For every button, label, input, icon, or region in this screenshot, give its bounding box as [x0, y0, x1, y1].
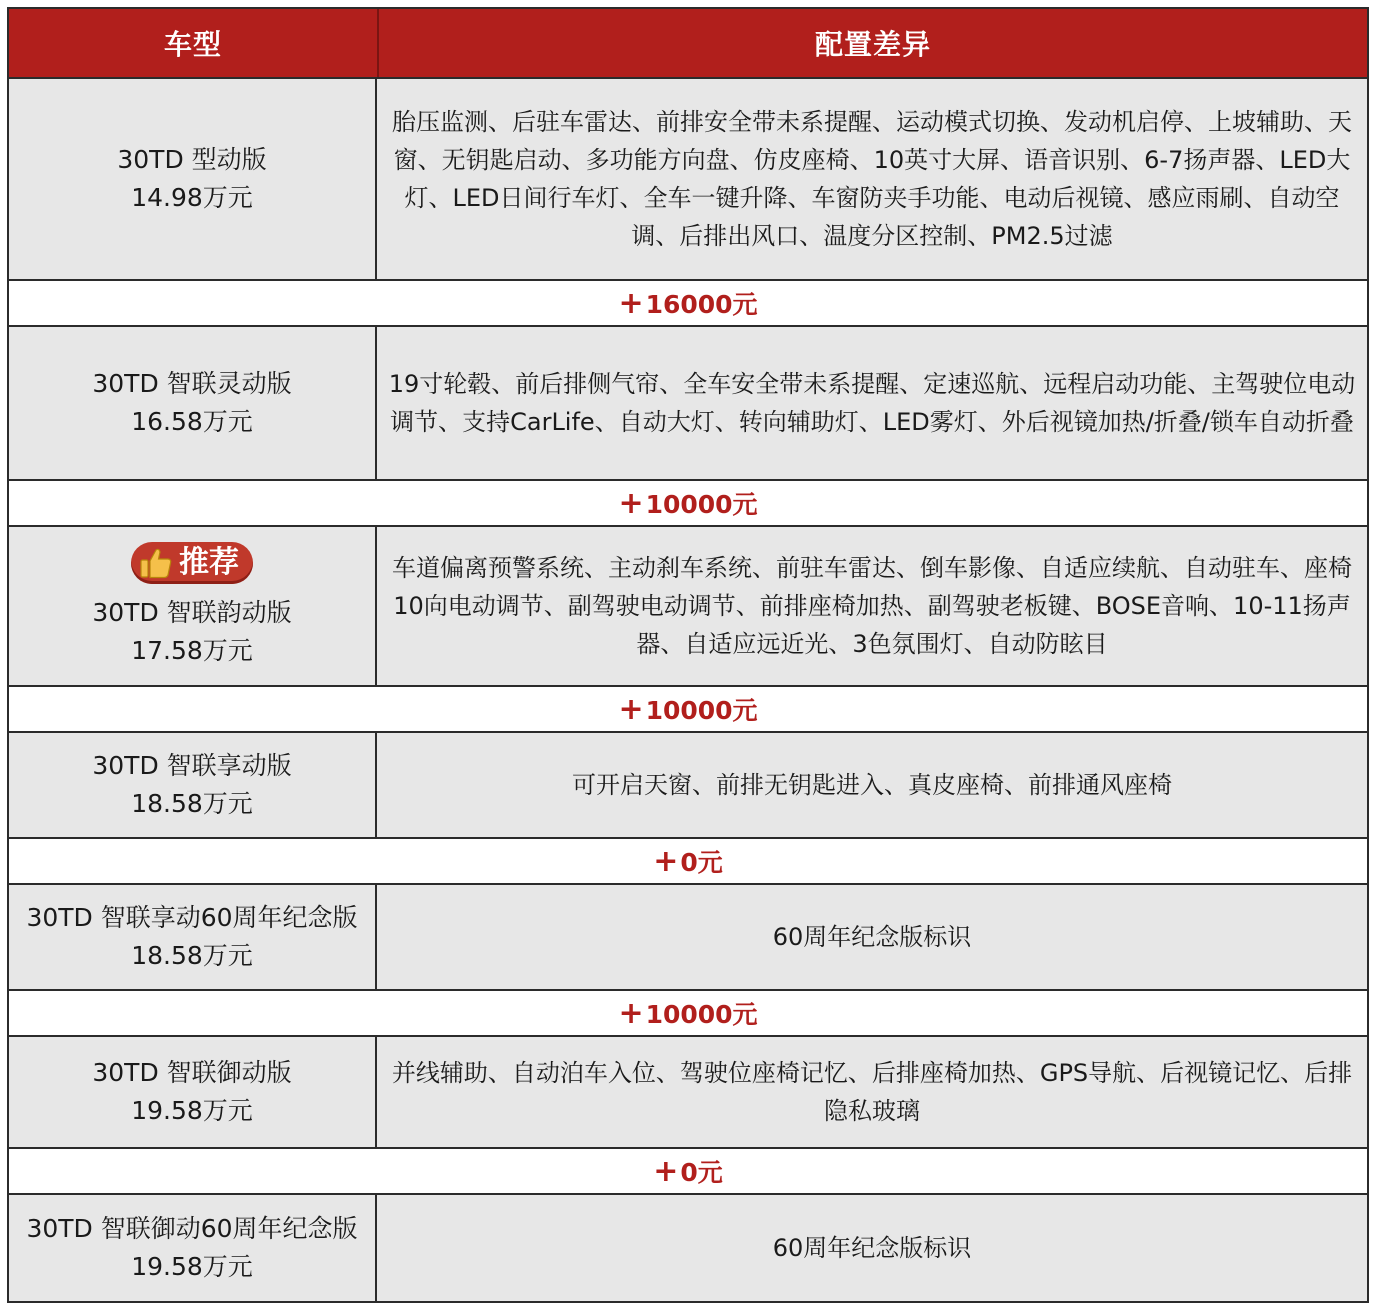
config-text: 并线辅助、自动泊车入位、驾驶位座椅记忆、后排座椅加热、GPS导航、后视镜记忆、后排隐私玻璃 [391, 1059, 1353, 1125]
model-name: 30TD 智联御动版 [92, 1058, 292, 1087]
model-cell [9, 327, 377, 479]
config-cell [377, 527, 1367, 685]
thumbs-up-icon [139, 547, 173, 579]
model-cell [9, 1037, 377, 1147]
config-cell [377, 1195, 1367, 1301]
price-gap-row [7, 839, 1369, 885]
model-price: 18.58万元 [131, 941, 253, 970]
config-cell [377, 1037, 1367, 1147]
config-text: 胎压监测、后驻车雷达、前排安全带未系提醒、运动模式切换、发动机启停、上坡辅助、天窗、无钥匙启动、多功能方向盘、仿皮座椅、10英寸大屏、语音识别、6-7扬声器、LED大灯、LED日间行车灯、全车一键升降、车窗防夹手功能、电动后视镜、感应雨刷、自动空调、后排出风口、温度分区控制、PM2.5过滤 [392, 108, 1352, 250]
table-header [7, 7, 1369, 79]
table-row [7, 1037, 1369, 1149]
plus-icon: + [618, 285, 644, 321]
model-price: 14.98万元 [131, 183, 253, 212]
config-cell [377, 327, 1367, 479]
price-gap: 10000元 [645, 1000, 758, 1029]
config-text: 60周年纪念版标识 [772, 1234, 972, 1262]
table-row [7, 885, 1369, 991]
price-gap: 0元 [680, 1158, 723, 1187]
table-row [7, 79, 1369, 281]
plus-icon: + [618, 485, 644, 521]
config-text: 60周年纪念版标识 [772, 923, 972, 951]
model-cell [9, 527, 377, 685]
model-name: 30TD 智联享动版 [92, 751, 292, 780]
model-name: 30TD 智联灵动版 [92, 369, 292, 398]
config-cell [377, 885, 1367, 989]
model-cell [9, 885, 377, 989]
price-gap-row [7, 991, 1369, 1037]
model-name: 30TD 智联御动60周年纪念版 [26, 1214, 358, 1243]
config-cell [377, 733, 1367, 837]
price-gap-row [7, 281, 1369, 327]
price-gap-row [7, 1149, 1369, 1195]
recommend-badge [131, 542, 253, 584]
model-price: 18.58万元 [131, 789, 253, 818]
header-config: 配置差异 [814, 28, 931, 61]
table-row [7, 733, 1369, 839]
plus-icon: + [653, 1153, 679, 1189]
model-price: 16.58万元 [131, 407, 253, 436]
plus-icon: + [653, 843, 679, 879]
model-cell [9, 733, 377, 837]
config-text: 车道偏离预警系统、主动刹车系统、前驻车雷达、倒车影像、自适应续航、自动驻车、座椅10向电动调节、副驾驶电动调节、前排座椅加热、副驾驶老板键、BOSE音响、10-11扬声器、自适应远近光、3色氛围灯、自动防眩目 [392, 554, 1352, 658]
price-gap: 0元 [680, 848, 723, 877]
price-gap-row [7, 687, 1369, 733]
price-gap: 16000元 [645, 290, 758, 319]
model-name: 30TD 智联享动60周年纪念版 [26, 903, 358, 932]
model-price: 19.58万元 [131, 1096, 253, 1125]
header-model: 车型 [9, 9, 379, 77]
config-cell [377, 79, 1367, 279]
plus-icon: + [618, 691, 644, 727]
price-gap-row [7, 481, 1369, 527]
model-cell [9, 79, 377, 279]
table-row [7, 1195, 1369, 1303]
table-row [7, 527, 1369, 687]
model-cell [9, 1195, 377, 1301]
badge-label: 推荐 [179, 545, 239, 580]
price-gap: 10000元 [645, 490, 758, 519]
config-text: 19寸轮毂、前后排侧气帘、全车安全带未系提醒、定速巡航、远程启动功能、主驾驶位电动调节、支持CarLife、自动大灯、转向辅助灯、LED雾灯、外后视镜加热/折叠/锁车自动折叠 [388, 370, 1356, 436]
model-price: 17.58万元 [131, 636, 253, 665]
plus-icon: + [618, 995, 644, 1031]
model-price: 19.58万元 [131, 1252, 253, 1281]
price-gap: 10000元 [645, 696, 758, 725]
config-text: 可开启天窗、前排无钥匙进入、真皮座椅、前排通风座椅 [572, 771, 1172, 799]
model-name: 30TD 型动版 [117, 145, 267, 174]
model-name: 30TD 智联韵动版 [92, 598, 292, 627]
table-row [7, 327, 1369, 481]
